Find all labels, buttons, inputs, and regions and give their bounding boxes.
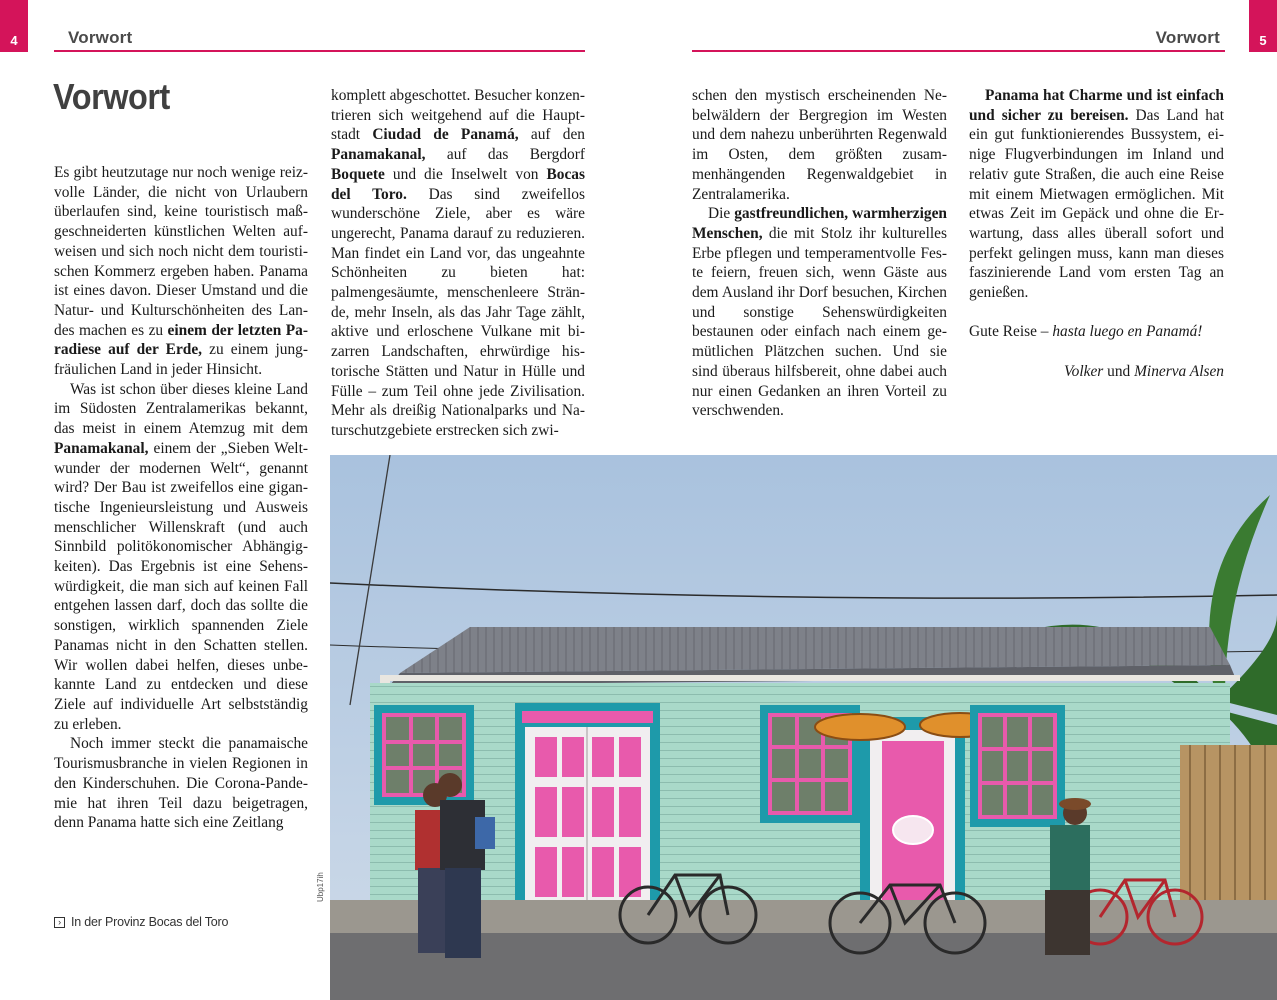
author-signature: Volker und Minerva Alsen bbox=[1063, 362, 1224, 380]
chapter-title: Vorwort bbox=[53, 76, 170, 117]
tin-roof bbox=[400, 627, 1230, 673]
arrow-box-icon: › bbox=[54, 917, 65, 928]
photo-house-bocas-del-toro bbox=[330, 455, 1277, 1000]
running-title-right: Vorwort bbox=[1155, 28, 1220, 47]
paragraph: Es gibt heutzutage nur noch wenige reizvolle Länder, die nicht von Urlaubern überlaufen sind, keine touristisch maßgeschneiderten künstlichen Welten aufweisen und sich noch nicht dem touristischen Kommerz ergeben haben. Panama ist eines davon. Dieser Umstand und die Natur- und Kulturschönheiten des Landes machen es zu einem der letzten Paradiese auf der Erde, zu einem jungfräulichen Land in jeder Hinsicht. bbox=[54, 164, 308, 379]
paragraph: Panama hat Charme und ist einfach und sicher zu bereisen. Das Land hat ein gut funktionierendes Bussystem, einige Flugverbindungen im Inland und relativ gute Straßen, die auch eine Reise mit einem Mietwagen ermöglichen. Mit etwas Zeit im Gepäck und ohne die Erwartung, dass alles überall sofort und perfekt gelingen muss, kann man dieses faszinierende Land vom ersten Tag an genießen. bbox=[969, 87, 1224, 302]
pink-door bbox=[860, 717, 965, 909]
pink-window-right bbox=[970, 705, 1065, 827]
photo-caption: › In der Provinz Bocas del Toro bbox=[54, 915, 228, 929]
running-title-left: Vorwort bbox=[68, 28, 133, 47]
pink-double-door bbox=[515, 703, 660, 908]
header-rule-left bbox=[54, 50, 585, 52]
text-column-2 bbox=[331, 86, 585, 441]
page-number-left: 4 bbox=[0, 0, 28, 52]
text-column-3 bbox=[692, 86, 947, 421]
closing-line: Gute Reise – hasta luego en Panamá! bbox=[969, 323, 1203, 341]
header-rule-right bbox=[692, 50, 1225, 52]
paragraph: komplett abgeschottet. Besucher konzentrieren sich weitgehend auf die Hauptstadt Ciudad de Panamá, auf den Panamakanal, auf das Bergdorf Boquete und die Inselwelt von Bocas del Toro. Das sind zweifellos wunderschöne Ziele, aber es wäre ungerecht, Panama darauf zu reduzieren. Man findet ein Land vor, das ungeahnte Schönheiten zu bieten hat: palmengesäumte, menschenleere Strände, mehr Inseln, als das Jahr Tage zählt, aktive und erloschene Vulkane mit bizarren Landschaften, ehrwürdige historische Stätten und Natur in Hülle und Fülle – zum Teil ohne jede Zivilisation. Mehr als dreißig Nationalparks und Naturschutzgebiete erstrecken sich zwi- bbox=[331, 87, 585, 439]
text-column-4 bbox=[969, 86, 1224, 382]
paragraph: Was ist schon über dieses kleine Land im Südosten Zentralamerikas bekannt, das meist in einem Atemzug mit dem Panamakanal, einem der „Sieben Weltwunder der modernen Welt“, genannt wird? Der Bau ist zweifellos eine gigantische Ingenieursleistung und Ausweis menschlicher Willenskraft (und auch Sinnbild politökonomischer Abhängigkeiten). Das Ergebnis ist eine Sehenswürdigkeit, die man sich auf keinen Fall entgehen lassen darf, doch das sollte die sonstigen, wirklich spannenden Ziele Panamas nicht in den Schatten stellen. Wir wollen dabei helfen, dieses unbekannte Land zu entdecken und diese Ziele auf individuelle Art selbstständig zu erleben. bbox=[54, 380, 308, 733]
paragraph: Die gastfreundlichen, warmherzigen Menschen, die mit Stolz ihr kulturelles Erbe pflegen und temperamentvolle Feste feiern, freuen sich, wenn Gäste aus dem Ausland ihr Dorf besuchen, Kirchen und sonstige Sehenswürdigkeiten bestaunen oder einfach nach einem gemütlichen Plätzchen suchen. Und sie sind überaus hilfsbereit, ohne dabei auch nur einen Gedanken an ihren Vorteil zu verschwenden. bbox=[692, 205, 947, 420]
paragraph: schen den mystisch erscheinenden Nebelwäldern der Bergregion im Westen und dem nahezu unberührten Regenwald im Osten, dem größten zusammenhängenden Regenwaldgebiet in Zentralamerika. bbox=[692, 87, 947, 203]
paragraph: Noch immer steckt die panamaische Tourismusbranche in vielen Regionen in den Kinderschuhen. Die Corona-Pandemie hat ihren Teil dazu beigetragen, denn Panama hatte sich eine Zeitlang bbox=[54, 735, 308, 832]
photo-credit: Ubp17ih bbox=[316, 872, 325, 902]
text-column-1 bbox=[54, 163, 308, 833]
page-number-right: 5 bbox=[1249, 0, 1277, 52]
